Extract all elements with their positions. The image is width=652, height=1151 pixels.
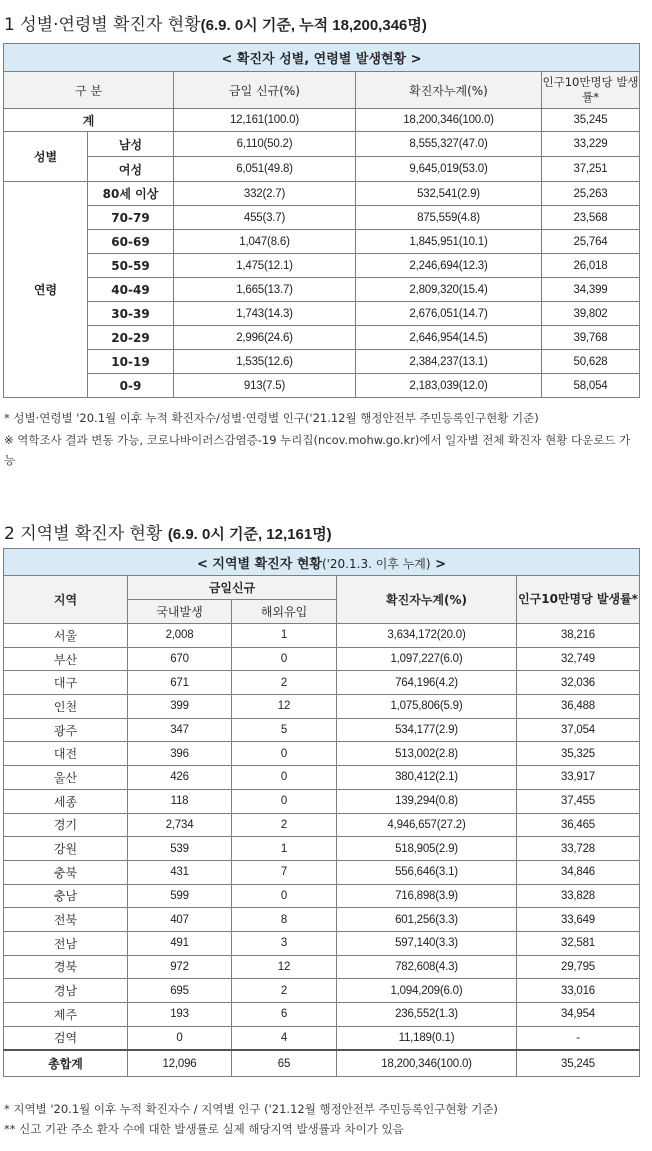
section1-title-sub: (6.9. 0시 기준, 누적 18,200,346명) — [200, 17, 427, 34]
total-rate: 35,245 — [542, 109, 640, 132]
age-label: 80세 이상 — [88, 182, 174, 206]
region-rate: 32,749 — [517, 647, 640, 671]
region-row — [4, 647, 640, 671]
age-rate: 39,768 — [542, 326, 640, 350]
age-rate: 50,628 — [542, 350, 640, 374]
age-rate: 34,399 — [542, 278, 640, 302]
gender-label: 여성 — [88, 157, 174, 182]
region-overseas: 6 — [232, 1003, 337, 1027]
table2-header-row — [4, 576, 640, 600]
age-label: 60-69 — [88, 230, 174, 254]
region-domestic: 193 — [128, 1003, 232, 1027]
age-label: 30-39 — [88, 302, 174, 326]
region-overseas: 4 — [232, 1026, 337, 1050]
age-row — [4, 302, 640, 326]
region-rate: 33,016 — [517, 979, 640, 1003]
col-cumulative: 확진자누계(%) — [337, 576, 517, 624]
region-domestic: 118 — [128, 789, 232, 813]
section1-note-1: * 성별·연령별 '20.1월 이후 누적 확진자수/성별·연령별 인구('21.12월 행정안전부 주민등록인구현황 기준) — [4, 411, 539, 425]
region-overseas: 0 — [232, 766, 337, 790]
age-cum: 532,541(2.9) — [356, 182, 542, 206]
age-row — [4, 374, 640, 398]
region-cum: 716,898(3.9) — [337, 884, 517, 908]
age-group-label: 연령 — [4, 182, 88, 398]
region-total-cum: 18,200,346(100.0) — [337, 1050, 517, 1077]
region-row — [4, 1003, 640, 1027]
region-cum: 513,002(2.8) — [337, 742, 517, 766]
age-cum: 1,845,951(10.1) — [356, 230, 542, 254]
age-rate: 25,764 — [542, 230, 640, 254]
region-rate: 33,728 — [517, 837, 640, 861]
region-rate: 38,216 — [517, 624, 640, 648]
age-row — [4, 182, 640, 206]
region-name: 제주 — [4, 1003, 128, 1027]
section1-title — [4, 10, 427, 35]
age-row — [4, 278, 640, 302]
region-total-row — [4, 1050, 640, 1077]
section2-note-2: ** 신고 기관 주소 환자 수에 대한 발생률로 실제 해당지역 발생률과 차이가 있음 — [4, 1122, 404, 1136]
region-total-overseas: 65 — [232, 1050, 337, 1077]
region-domestic: 491 — [128, 931, 232, 955]
gender-age-table — [3, 43, 640, 398]
region-domestic: 426 — [128, 766, 232, 790]
age-new: 455(3.7) — [174, 206, 356, 230]
region-name: 경북 — [4, 955, 128, 979]
region-name: 전남 — [4, 931, 128, 955]
age-label: 50-59 — [88, 254, 174, 278]
age-cum: 875,559(4.8) — [356, 206, 542, 230]
col-category: 구 분 — [4, 72, 174, 109]
region-overseas: 12 — [232, 955, 337, 979]
gender-new: 6,051(49.8) — [174, 157, 356, 182]
region-domestic: 671 — [128, 671, 232, 695]
col-domestic: 국내발생 — [128, 600, 232, 624]
region-rate: 36,465 — [517, 813, 640, 837]
region-cum: 601,256(3.3) — [337, 908, 517, 932]
region-rate: 32,581 — [517, 931, 640, 955]
region-name: 대구 — [4, 671, 128, 695]
gender-cum: 8,555,327(47.0) — [356, 132, 542, 157]
table2-caption-paren: ('20.1.3. 이후 누계) — [321, 556, 431, 571]
section1-notes — [4, 408, 640, 470]
age-new: 1,047(8.6) — [174, 230, 356, 254]
region-overseas: 2 — [232, 979, 337, 1003]
region-rate: 33,649 — [517, 908, 640, 932]
region-name: 경기 — [4, 813, 128, 837]
region-row — [4, 908, 640, 932]
region-overseas: 7 — [232, 860, 337, 884]
region-cum: 764,196(4.2) — [337, 671, 517, 695]
region-domestic: 399 — [128, 695, 232, 719]
age-label: 40-49 — [88, 278, 174, 302]
total-cum: 18,200,346(100.0) — [356, 109, 542, 132]
age-new: 332(2.7) — [174, 182, 356, 206]
region-overseas: 12 — [232, 695, 337, 719]
region-domestic: 2,008 — [128, 624, 232, 648]
region-name: 부산 — [4, 647, 128, 671]
age-cum: 2,676,051(14.7) — [356, 302, 542, 326]
age-cum: 2,384,237(13.1) — [356, 350, 542, 374]
gender-rate: 33,229 — [542, 132, 640, 157]
gender-row-male — [4, 132, 640, 157]
region-overseas: 0 — [232, 789, 337, 813]
region-row — [4, 742, 640, 766]
region-domestic: 972 — [128, 955, 232, 979]
region-name: 전북 — [4, 908, 128, 932]
region-overseas: 1 — [232, 837, 337, 861]
region-domestic: 431 — [128, 860, 232, 884]
region-rate: 34,954 — [517, 1003, 640, 1027]
region-rate: 36,488 — [517, 695, 640, 719]
age-rate: 23,568 — [542, 206, 640, 230]
table2-caption-main: < 지역별 확진자 현황 — [197, 556, 322, 572]
age-cum: 2,246,694(12.3) — [356, 254, 542, 278]
region-cum: 139,294(0.8) — [337, 789, 517, 813]
age-row — [4, 350, 640, 374]
region-row — [4, 931, 640, 955]
region-name: 충북 — [4, 860, 128, 884]
region-rate: 33,828 — [517, 884, 640, 908]
region-domestic: 0 — [128, 1026, 232, 1050]
age-row — [4, 206, 640, 230]
region-domestic: 347 — [128, 718, 232, 742]
region-name: 인천 — [4, 695, 128, 719]
region-cum: 1,075,806(5.9) — [337, 695, 517, 719]
region-total-domestic: 12,096 — [128, 1050, 232, 1077]
region-overseas: 3 — [232, 931, 337, 955]
region-overseas: 0 — [232, 884, 337, 908]
region-rate: 29,795 — [517, 955, 640, 979]
section2-notes — [4, 1099, 640, 1139]
region-overseas: 0 — [232, 647, 337, 671]
region-rate: 37,054 — [517, 718, 640, 742]
age-new: 1,475(12.1) — [174, 254, 356, 278]
region-row — [4, 955, 640, 979]
region-row — [4, 718, 640, 742]
region-name: 세종 — [4, 789, 128, 813]
region-cum: 1,097,227(6.0) — [337, 647, 517, 671]
age-label: 70-79 — [88, 206, 174, 230]
section2-note-1: * 지역별 '20.1월 이후 누적 확진자수 / 지역별 인구 ('21.12월 행정안전부 주민등록인구현황 기준) — [4, 1102, 498, 1116]
region-cum: 597,140(3.3) — [337, 931, 517, 955]
region-row — [4, 979, 640, 1003]
total-row — [4, 109, 640, 132]
region-row — [4, 766, 640, 790]
gender-group-label: 성별 — [4, 132, 88, 182]
region-cum: 4,946,657(27.2) — [337, 813, 517, 837]
section2-title-main: 2 지역별 확진자 현황 — [4, 524, 163, 544]
region-row — [4, 884, 640, 908]
section1-note-2: ※ 역학조사 결과 변동 가능, 코로나바이러스감염증-19 누리집(ncov.mohw.go.kr)에서 일자별 전체 확진자 현황 다운로드 가능 — [4, 433, 631, 467]
age-row — [4, 230, 640, 254]
region-overseas: 0 — [232, 742, 337, 766]
region-name: 대전 — [4, 742, 128, 766]
region-rate: 35,325 — [517, 742, 640, 766]
section2-title-sub: (6.9. 0시 기준, 12,161명) — [167, 526, 332, 543]
table2-caption-end: > — [435, 556, 447, 572]
region-row — [4, 695, 640, 719]
region-cum: 534,177(2.9) — [337, 718, 517, 742]
region-name: 광주 — [4, 718, 128, 742]
region-cum: 3,634,172(20.0) — [337, 624, 517, 648]
age-row — [4, 326, 640, 350]
gender-cum: 9,645,019(53.0) — [356, 157, 542, 182]
age-rate: 25,263 — [542, 182, 640, 206]
age-cum: 2,809,320(15.4) — [356, 278, 542, 302]
col-rate: 인구10만명당 발생률* — [542, 72, 640, 109]
section2-title — [4, 519, 332, 544]
table1-caption: < 확진자 성별, 연령별 발생현황 > — [4, 44, 640, 72]
col-region: 지역 — [4, 576, 128, 624]
region-name: 검역 — [4, 1026, 128, 1050]
region-name: 울산 — [4, 766, 128, 790]
col-overseas: 해외유입 — [232, 600, 337, 624]
region-name: 서울 — [4, 624, 128, 648]
region-name: 충남 — [4, 884, 128, 908]
age-label: 20-29 — [88, 326, 174, 350]
region-row — [4, 860, 640, 884]
region-domestic: 539 — [128, 837, 232, 861]
region-cum: 236,552(1.3) — [337, 1003, 517, 1027]
age-rate: 58,054 — [542, 374, 640, 398]
region-row — [4, 837, 640, 861]
region-domestic: 670 — [128, 647, 232, 671]
region-domestic: 407 — [128, 908, 232, 932]
region-name: 강원 — [4, 837, 128, 861]
region-name: 경남 — [4, 979, 128, 1003]
gender-row-female — [4, 157, 640, 182]
age-new: 1,743(14.3) — [174, 302, 356, 326]
gender-label: 남성 — [88, 132, 174, 157]
region-cum: 518,905(2.9) — [337, 837, 517, 861]
age-rate: 39,802 — [542, 302, 640, 326]
region-row — [4, 671, 640, 695]
region-rate: - — [517, 1026, 640, 1050]
age-rate: 26,018 — [542, 254, 640, 278]
table2-caption — [4, 549, 640, 576]
region-total-label: 총합계 — [4, 1050, 128, 1077]
total-new: 12,161(100.0) — [174, 109, 356, 132]
table1-header-row — [4, 72, 640, 109]
region-cum: 380,412(2.1) — [337, 766, 517, 790]
region-domestic: 2,734 — [128, 813, 232, 837]
region-rate: 34,846 — [517, 860, 640, 884]
age-cum: 2,183,039(12.0) — [356, 374, 542, 398]
region-rate: 32,036 — [517, 671, 640, 695]
region-overseas: 8 — [232, 908, 337, 932]
gender-rate: 37,251 — [542, 157, 640, 182]
region-total-rate: 35,245 — [517, 1050, 640, 1077]
region-overseas: 5 — [232, 718, 337, 742]
age-cum: 2,646,954(14.5) — [356, 326, 542, 350]
region-row — [4, 813, 640, 837]
region-cum: 782,608(4.3) — [337, 955, 517, 979]
age-new: 913(7.5) — [174, 374, 356, 398]
region-table — [3, 548, 640, 1077]
total-label: 계 — [4, 109, 174, 132]
region-domestic: 599 — [128, 884, 232, 908]
region-overseas: 1 — [232, 624, 337, 648]
age-new: 1,665(13.7) — [174, 278, 356, 302]
age-label: 0-9 — [88, 374, 174, 398]
age-label: 10-19 — [88, 350, 174, 374]
region-row — [4, 1026, 640, 1050]
col-new-today: 금일신규 — [128, 576, 337, 600]
region-cum: 11,189(0.1) — [337, 1026, 517, 1050]
age-new: 2,996(24.6) — [174, 326, 356, 350]
region-cum: 556,646(3.1) — [337, 860, 517, 884]
region-domestic: 695 — [128, 979, 232, 1003]
age-row — [4, 254, 640, 278]
region-row — [4, 789, 640, 813]
region-overseas: 2 — [232, 671, 337, 695]
col-cumulative: 확진자누계(%) — [356, 72, 542, 109]
col-new-today: 금일 신규(%) — [174, 72, 356, 109]
region-cum: 1,094,209(6.0) — [337, 979, 517, 1003]
region-rate: 33,917 — [517, 766, 640, 790]
col-rate: 인구10만명당 발생률* — [517, 576, 640, 624]
age-new: 1,535(12.6) — [174, 350, 356, 374]
gender-new: 6,110(50.2) — [174, 132, 356, 157]
region-overseas: 2 — [232, 813, 337, 837]
region-row — [4, 624, 640, 648]
region-domestic: 396 — [128, 742, 232, 766]
section1-title-main: 1 성별·연령별 확진자 현황 — [4, 15, 201, 35]
region-rate: 37,455 — [517, 789, 640, 813]
